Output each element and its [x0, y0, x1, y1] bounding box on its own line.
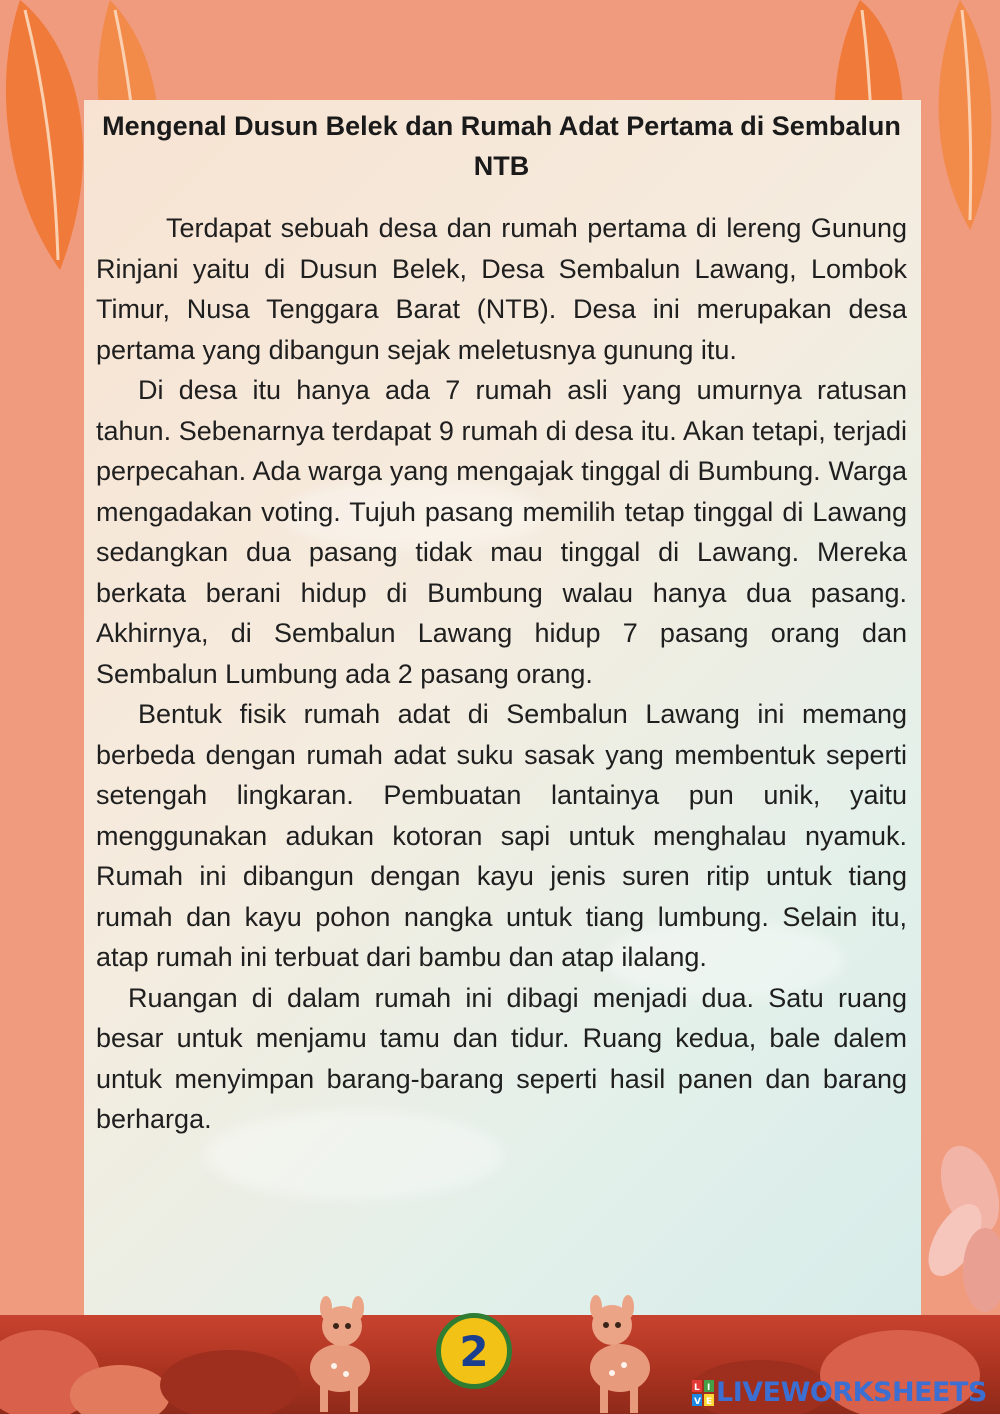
deer-icon [290, 1296, 385, 1414]
svg-text:E: E [706, 1396, 713, 1406]
flower-icon [900, 1130, 1000, 1320]
deer-icon [572, 1293, 667, 1414]
svg-text:I: I [707, 1382, 711, 1393]
content-panel [84, 100, 921, 1315]
liveworksheets-watermark[interactable] [692, 1377, 987, 1408]
paragraph-2: Di desa itu hanya ada 7 rumah asli yang umurnya ratusan tahun. Sebenarnya terdapat 9 rumah di desa itu. Akan tetapi, terjadi perpecahan. Ada warga yang mengajak tinggal di Bumbung. Warga mengadakan voting. Tujuh pasang memilih tetap tinggal di Lawang sedangkan dua pasang tidak mau tinggal di Lawang. Mereka berkata berani hidup di Bumbung walau hanya dua pasang. Akhirnya, di Sembalun Lawang hidup 7 pasang orang dan Sembalun Lumbung ada 2 pasang orang. [96, 375, 907, 689]
page-title: Mengenal Dusun Belek dan Rumah Adat Pertama di Sembalun NTB [102, 111, 901, 181]
page-number-badge [436, 1313, 512, 1389]
liveworksheets-logo-icon [692, 1380, 714, 1406]
svg-text:L: L [694, 1382, 700, 1393]
watermark-text: LIVEWORKSHEETS [716, 1377, 987, 1408]
paragraph-3: Bentuk fisik rumah adat di Sembalun Lawang ini memang berbeda dengan rumah adat suku sasak yang membentuk seperti setengah lingkaran. Pembuatan lantainya pun unik, yaitu menggunakan adukan kotoran sapi untuk menghalau nyamuk. Rumah ini dibangun dengan kayu jenis suren ritip untuk tiang rumah dan kayu pohon nangka untuk tiang lumbung. Selain itu, atap rumah ini terbuat dari bambu dan atap ilalang. [96, 699, 907, 972]
paragraph-4: Ruangan di dalam rumah ini dibagi menjadi dua. Satu ruang besar untuk menjamu tamu dan tidur. Ruang kedua, bale dalem untuk menyimpan barang-barang seperti hasil panen dan barang berharga. [96, 982, 907, 1134]
svg-text:V: V [694, 1396, 701, 1406]
page-number: 2 [459, 1326, 489, 1376]
paragraph-1: Terdapat sebuah desa dan rumah pertama di lereng Gunung Rinjani yaitu di Dusun Belek, Desa Sembalun Lawang, Lombok Timur, Nusa Tenggara Barat (NTB). Desa ini merupakan desa pertama yang dibangun sejak meletusnya gunung itu. [96, 213, 907, 365]
